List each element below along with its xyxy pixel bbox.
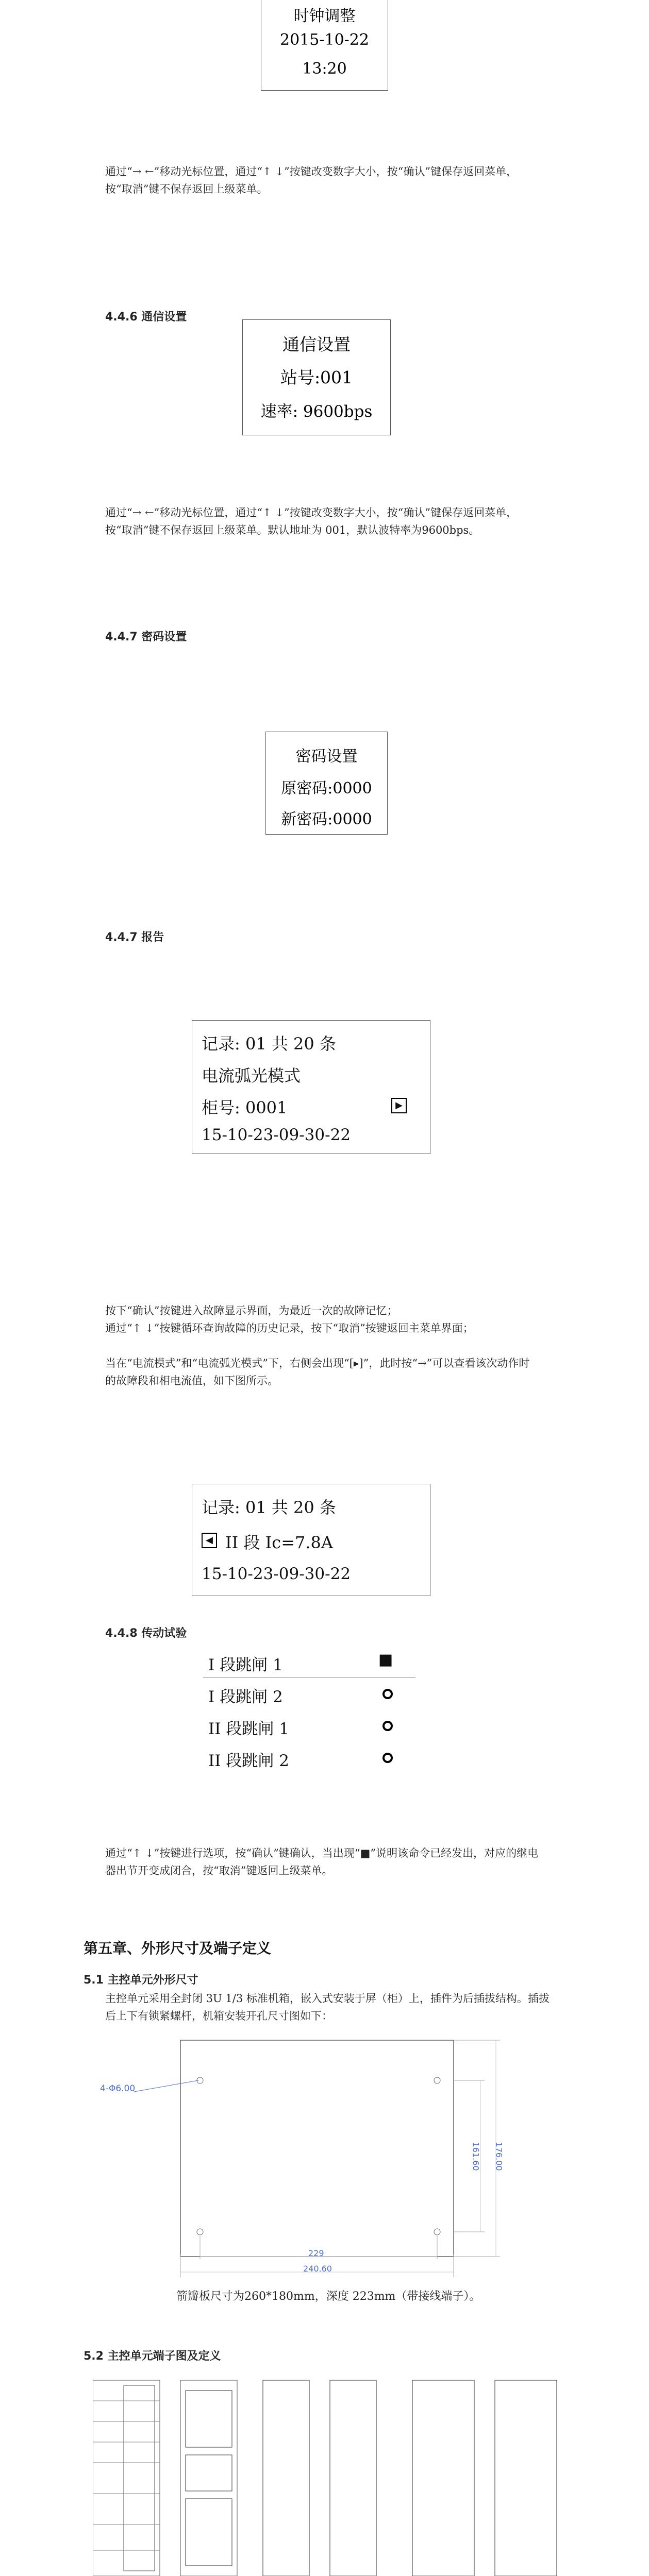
dim-h1-label: 161.60 [471,2142,481,2171]
test-description: 通过“↑ ↓”按键进行选项，按“确认”键确认，当出现“■”说明该命令已经发出，对应的继电器出节开变成闭合，按“取消”键返回上级菜单。 [105,1847,539,1877]
test-row-1 [203,1648,415,1677]
report-line2: 电流弧光模式 [202,1066,301,1086]
selected-square-icon: ■ [378,1651,393,1669]
clock-description: 通过“→ ←”移动光标位置，通过“↑ ↓”按键改变数字大小，按“确认”键保存返回菜单，按“取消”键不保存返回上级菜单。 [105,165,518,195]
terminal-c-circles [278,2391,294,2566]
drawing-caption: 箭瓣板尺寸为260*180mm，深度 223mm（带接线端子）。 [176,2290,481,2303]
section-password-heading: 4.4.7 密码设置 [105,631,187,643]
section-report-heading: 4.4.7 报告 [105,931,164,944]
section-test-heading: 4.4.8 传动试验 [105,1627,187,1640]
dim-w1-label: 229 [308,2248,324,2258]
report-description-1: 按下“确认”按键进入故障显示界面，为最近一次的故障记忆； [105,1304,398,1317]
unselected-dot-icon [382,1721,393,1731]
report-detail-line1: 记录: 01 共 20 条 [202,1498,336,1517]
test-row-label: I 段跳闸 1 [208,1656,283,1674]
test-row-2 [203,1679,415,1710]
report-lcd-screen [192,1020,430,1154]
report-detail-line2: II 段 Ic=7.8A [225,1533,334,1552]
comm-description: 通过“→ ←”移动光标位置，通过“↑ ↓”按键改变数字大小，按“确认”键保存返回菜单，按“取消”键不保存返回上级菜单。默认地址为 001，默认波特率为9600bps。 [105,506,518,536]
password-title: 密码设置 [295,748,358,766]
dim-w2-label: 240.60 [303,2264,332,2274]
terminal-diagram [93,2370,588,2576]
comm-baud: 速率: 9600bps [260,402,373,421]
detail-arrow-icon: ▶ [391,1098,407,1113]
section-comm-heading: 4.4.6 通信设置 [105,311,187,324]
unselected-dot-icon [382,1753,393,1763]
unselected-dot-icon [382,1689,393,1699]
report-description-3: 当在“电流模式”和“电流弧光模式”下，右侧会出现“[▸]”，此时按“→”可以查看该次动作时的故障段和相电流值，如下图所示。 [105,1357,530,1387]
comm-lcd-screen [242,319,391,435]
test-row-label: II 段跳闸 2 [208,1752,289,1770]
comm-station: 站号:001 [280,367,353,387]
test-lcd-screen [203,1645,415,1781]
section-51-description: 主控单元采用全封闭 3U 1/3 标准机箱，嵌入式安装于屏（柜）上，插件为后插拔结构。插拔后上下有锁紧螺杆，机箱安装开孔尺寸图如下： [105,1992,550,2022]
clock-title: 时钟调整 [293,7,356,25]
section-52-heading: 5.2 主控单元端子图及定义 [84,2350,221,2363]
test-row-label: II 段跳闸 1 [208,1720,289,1738]
test-row-3 [203,1710,415,1742]
report-line3: 柜号: 0001 [202,1098,288,1117]
report-detail-line3: 15-10-23-09-30-22 [202,1565,351,1583]
password-lcd-screen [265,732,388,835]
report-detail-lcd-screen [192,1484,430,1596]
test-row-label: I 段跳闸 2 [208,1688,283,1706]
report-line1: 记录: 01 共 20 条 [202,1034,336,1054]
clock-time: 13:20 [302,60,347,78]
password-old: 原密码:0000 [281,779,372,798]
clock-lcd-screen [261,0,388,91]
holes-label: 4-Φ6.00 [100,2083,136,2094]
report-description-2: 通过“↑ ↓”按键循环查询故障的历史记录，按下“取消”按键返回主菜单界面； [105,1322,474,1334]
comm-title: 通信设置 [282,334,351,354]
dim-h2-label: 176.00 [494,2142,504,2171]
test-row-4 [203,1742,415,1774]
chapter-5-title: 第五章、外形尺寸及端子定义 [84,1940,272,1957]
back-arrow-icon: ◀ [202,1533,217,1548]
clock-date: 2015-10-22 [280,31,369,49]
report-line4: 15-10-23-09-30-22 [202,1126,351,1144]
section-51-heading: 5.1 主控单元外形尺寸 [84,1974,198,1987]
mounting-drawing [93,2030,577,2277]
password-new: 新密码:0000 [281,810,372,828]
